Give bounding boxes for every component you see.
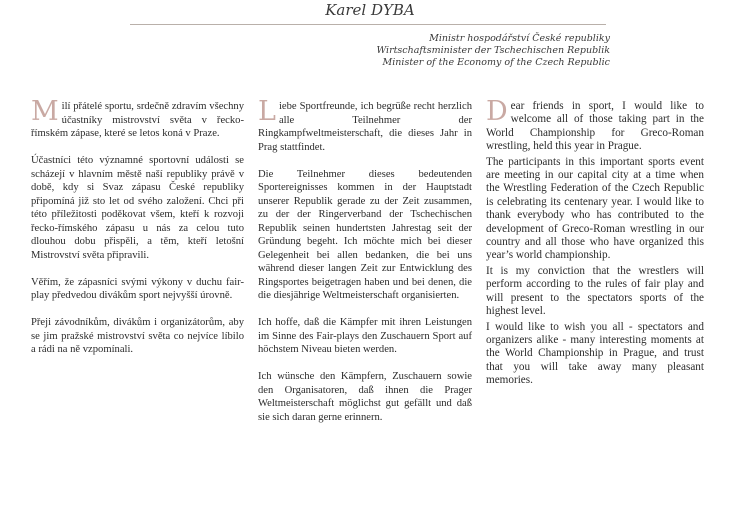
column-german [258, 96, 472, 438]
author-name [0, 0, 740, 20]
header-rule [130, 24, 606, 25]
column-english [486, 96, 704, 390]
paragraph: Die Teilnehmer dieses bedeutenden Sportereignisses kommen in der Hauptstadt unserer Republik gerade zu der Zeit zusammen, zu der der Ringerverband der Tschechischen Republik seinen hundertsten Jahrestag seit der Gründung begeht. Ich möchte mich bei dieser Gelegenheit bei allen bedanken, die bei uns während dieser langen Zeit zur Entwicklung des Ringsportes beigetragen haben und bei denen, die die diesjährige Weltmeisterschaft organisierten. [258, 168, 472, 301]
paragraph: The participants in this important sports event are meeting in our capital city at a time when the Wrestling Federation of the Czech Republic is celebrating its centenary year. I would like to thank everybody who has contributed to the development of Greco-Roman wrestling in our country and all those who have organized this year’s world championship. [486, 155, 704, 262]
paragraph-text: iebe Sportfreunde, ich begrüße recht herzlich alle Teilnehmer der Ringkampfweltmeisterschaft, die dieses Jahr in Prag stattfindet. [258, 101, 472, 153]
drop-cap: M [31, 96, 59, 127]
column-czech [31, 96, 244, 370]
paragraph: Přeji závodníkům, divákům i organizátorům, aby se jim pražské mistrovství světa co nejvíce líbilo a rádi na ně vzpomínali. [31, 317, 244, 355]
paragraph [258, 96, 472, 154]
drop-cap: D [486, 96, 508, 127]
paragraph: Účastníci této významné sportovní události se scházejí v hlavním městě naší republiky právě v době, kdy si Svaz zápasu České republiky připomíná již sto let od svého založení. Chci při této příležitosti poděkovat všem, kteří k rozvoji řecko-římského zápasu u nás za celou tuto dlouhou dobu přispěli, a těm, kteří letošní Mistrovství světa připravili. [31, 155, 244, 261]
paragraph [31, 96, 244, 141]
paragraph: Ich wünsche den Kämpfern, Zuschauern sowie den Organisatoren, daß ihnen die Prager Weltmeisterschaft möglichst gut gefällt und daß sie sich daran gerne erinnern. [258, 371, 472, 423]
paragraph: Věřím, že zápasníci svými výkony v duchu fair-play předvedou divákům sport nejvyšší úrovně. [31, 276, 244, 301]
paragraph: It is my conviction that the wrestlers will perform according to the rules of fair play and will present to the spectators sports of the highest level. [486, 264, 704, 318]
affiliation-czech: Ministr hospodářství České republiky [429, 33, 610, 44]
paragraph-text: ilí přátelé sportu, srdečně zdravím všechny účastníky mistrovství světa v řecko-římském zápase, které se letos koná v Praze. [31, 101, 244, 139]
paragraph-text: ear friends in sport, I would like to welcome all of those taking part in the World Championship for Greco-Roman wrestling, held this year in Prague. [486, 100, 704, 153]
drop-cap: L [258, 96, 276, 127]
author-name-text: Karel DYBA [315, 1, 425, 19]
paragraph: Ich hoffe, daß die Kämpfer mit ihren Leistungen im Sinne des Fair-plays den Zuschauern Sport auf höchstem Niveau bieten werden. [258, 317, 472, 355]
affiliation-german: Wirtschaftsminister der Tschechischen Republik [376, 45, 610, 56]
paragraph [486, 96, 704, 154]
author-affiliation [250, 33, 610, 69]
paragraph: I would like to wish you all - spectators and organizers alike - many interesting moments at the World Championship in Prague, and trust that you will take away many pleasant memories. [486, 320, 704, 387]
affiliation-english: Minister of the Economy of the Czech Republic [382, 57, 610, 68]
